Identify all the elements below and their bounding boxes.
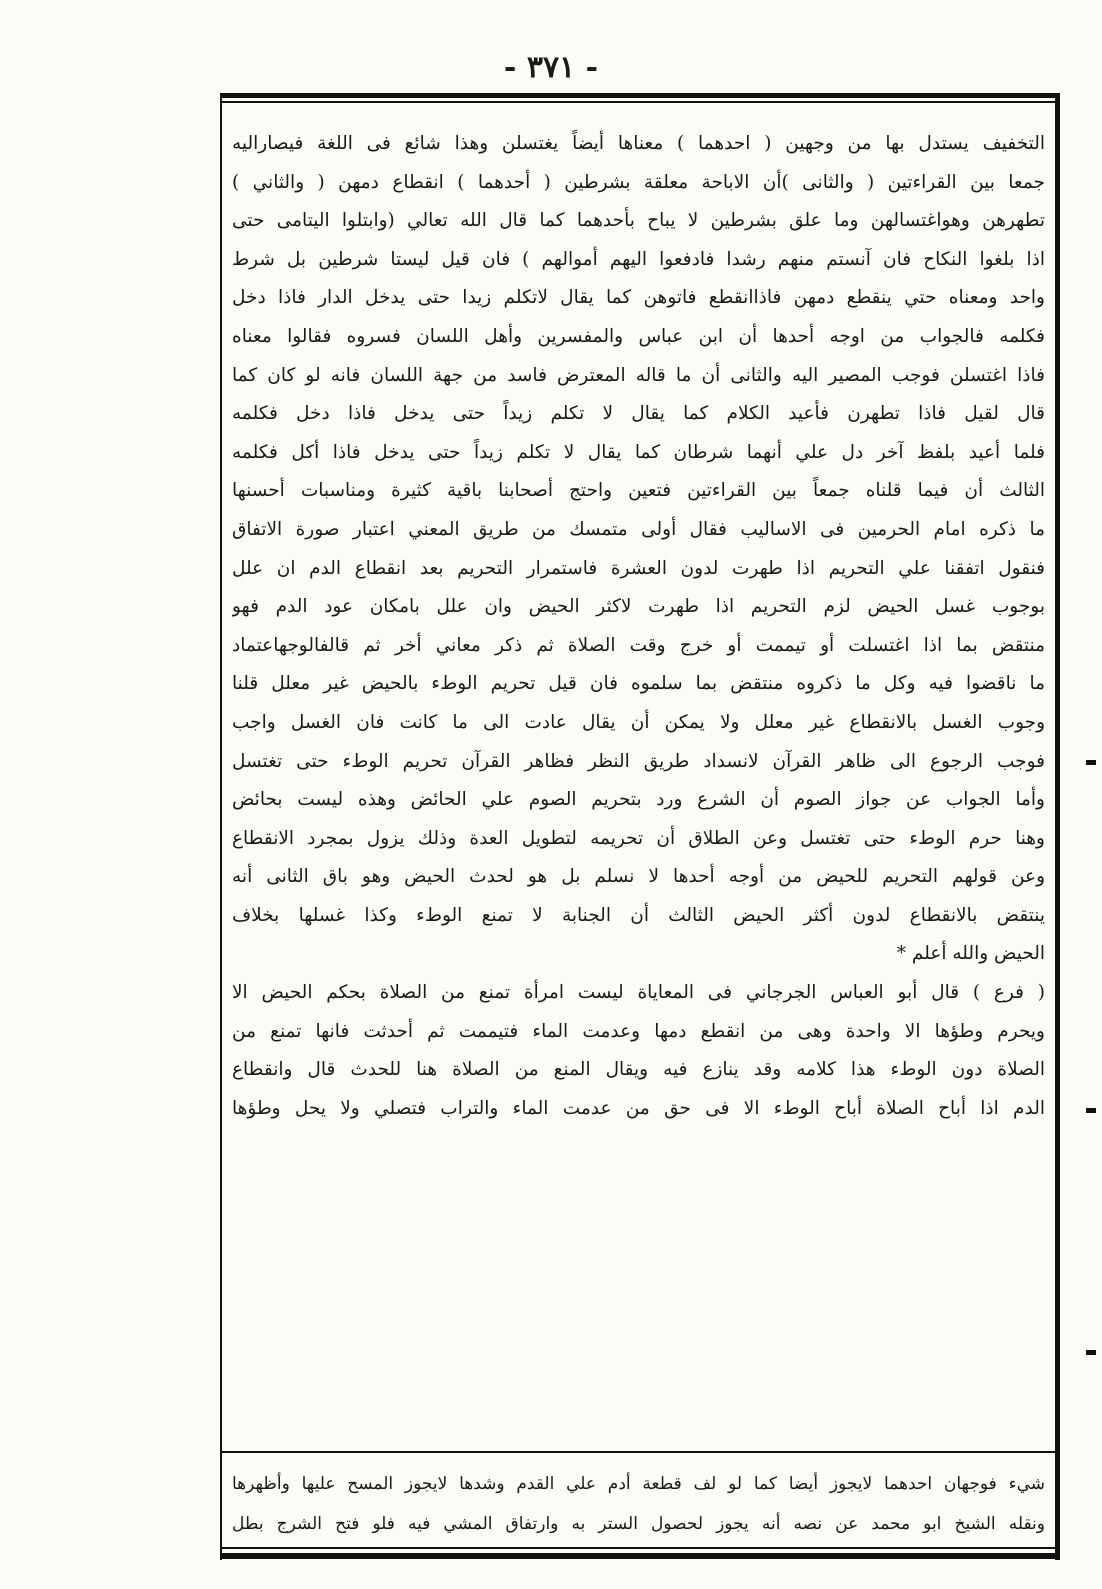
text-line: وعن قولهم التحريم للحيض من أوجه أحدها لا نسلم بل هو لحدث الحيض وهو باق الثانى أنه bbox=[232, 866, 1045, 888]
text-line: الدم اذا أباح الصلاة أباح الوطء الا فى حق من عدمت الماء والتراب فتصلي ولا يحل وطؤها bbox=[232, 1097, 1045, 1119]
top-rule-thin bbox=[222, 101, 1055, 103]
text-line: وهنا حرم الوطء حتى تغتسل وعن الطلاق أن تحريمه لتطويل العدة وذلك يزول بمجرد الانقطاع bbox=[232, 827, 1045, 849]
text-line: ما ذكره امام الحرمين فى الاساليب فقال أولى متمسك من طريق المعني اعتبار صورة الاتفاق bbox=[232, 518, 1045, 540]
text-line: التخفيف يستدل بها من وجهين ( احدهما ) معناها أيضاً يغتسلن وهذا شائع فى اللغة فيصاراليه bbox=[232, 133, 1045, 154]
text-line: ( فرع ) قال أبو العباس الجرجاني فى المعاياة ليست امرأة تمنع من الصلاة بحكم الحيض الا bbox=[232, 982, 1045, 1004]
text-line: اذا بلغوا النكاح فان آنستم منهم رشدا فادفعوا اليهم أموالهم ) فان قيل ليستا شرطين بل شرط bbox=[232, 248, 1045, 270]
text-line: الثالث أن فيما قلناه جمعاً بين القراءتين فتعين واحتج أصحابنا باقية كثيرة ومناسبات أحسنها bbox=[232, 480, 1045, 502]
text-line: فوجب الرجوع الى ظاهر القرآن لانسداد طريق النظر فظاهر القرآن تحريم الوطء حتى تغتسل bbox=[232, 750, 1045, 772]
footnote-line: ونقله الشيخ ابو محمد عن نصه أنه يجوز لحصول الستر به وارتفاق المشي فيه فلو فتح الشرج بطل bbox=[232, 1514, 1045, 1534]
text-line: ويحرم وطؤها الا واحدة وهى من انقطع دمها وعدمت الماء فتيممت ثم أحدثت فانها تمنع من bbox=[232, 1020, 1045, 1042]
page-number: - ٣٧١ - bbox=[503, 50, 599, 85]
top-rule-thick bbox=[222, 93, 1055, 98]
text-line: فكلمه فالجواب من اوجه أحدها أن ابن عباس والمفسرين وأهل اللسان فسروه فقالوا معناه bbox=[232, 325, 1045, 347]
footnotes-block bbox=[232, 1464, 1045, 1544]
footnote-line: شيء فوجهان احدهما لايجوز أيضا كما لو لف قطعة أدم علي القدم وشدها لايجوز المسح عليها وأظهرها bbox=[232, 1474, 1045, 1494]
bottom-rule-thick bbox=[222, 1553, 1055, 1559]
text-line: قال لقيل فاذا تطهرن فأعيد الكلام كما يقال لا تكلم زيداً حتى يدخل فاذا دخل فكلمه bbox=[232, 403, 1045, 425]
page-frame bbox=[220, 93, 1060, 1560]
text-line: الصلاة دون الوطء هذا كلامه وقد ينازع فيه ويقال المنع من الصلاة هنا للحدث قال وانقطاع bbox=[232, 1059, 1045, 1081]
margin-mark bbox=[1086, 1350, 1096, 1355]
text-line: فنقول اتفقنا علي التحريم اذا طهرت لدون العشرة فاستمرار التحريم بعد انقطاع الدم ان علل bbox=[232, 557, 1045, 579]
text-line: الحيض والله أعلم * bbox=[896, 943, 1045, 965]
text-line: بوجوب غسل الحيض لزم التحريم اذا طهرت لاكثر الحيض وان علل بامكان عود الدم فهو bbox=[232, 596, 1045, 618]
text-line: فاذا اغتسلن فوجب المصير اليه والثانى أن ما قاله المعترض فاسد من جهة اللسان فانه لو كان كما bbox=[232, 364, 1045, 386]
text-line: جمعا بين القراءتين ( والثانى )أن الاباحة معلقة بشرطين ( أحدهما ) انقطاع دمهن ( والثاني ) bbox=[232, 171, 1045, 193]
text-line: فلما أعيد بلفظ آخر دل علي أنهما شرطان كما يقال لا تكلم زيداً حتى يدخل فاذا أكل فكلمه bbox=[232, 441, 1045, 463]
bottom-rule-thin bbox=[222, 1547, 1055, 1549]
text-line: ما ناقضوا فيه وكل ما ذكروه منتقض بما سلموه فان قيل تحريم الوطء بالحيض غير معلل قلنا bbox=[232, 673, 1045, 695]
text-line: واحد ومعناه حتي ينقطع دمهن فاذاانقطع فاتوهن كما يقال لاتكلم زيدا حتى يدخل الدار فاذا دخل bbox=[232, 287, 1045, 309]
main-text-block bbox=[232, 125, 1045, 1128]
text-line: ينتقض بالانقطاع لدون أكثر الحيض الثالث أن الجنابة لا تمنع الوطء وكذا غسلها بخلاف bbox=[232, 904, 1045, 926]
text-line: تطهرهن وهواغتسالهن وما علق بشرطين لا يباح بأحدهما كما قال الله تعالي (وابتلوا اليتامى حتى bbox=[232, 210, 1045, 232]
text-line: منتقض بما اذا اغتسلت أو تيممت أو خرج وقت الصلاة ثم ذكر معاني أخر ثم قالفالوجهاعتماد bbox=[232, 634, 1045, 656]
margin-mark bbox=[1086, 1108, 1096, 1113]
footnote-separator bbox=[222, 1451, 1055, 1453]
text-line: وأما الجواب عن جواز الصوم أن الشرع ورد بتحريم الصوم علي الحائض وهذه ليست بحائض bbox=[232, 789, 1045, 811]
margin-mark bbox=[1086, 760, 1096, 765]
text-line: وجوب الغسل بالانقطاع غير معلل ولا يمكن أن يقال عادت الى ما كانت فان الغسل واجب bbox=[232, 711, 1045, 733]
